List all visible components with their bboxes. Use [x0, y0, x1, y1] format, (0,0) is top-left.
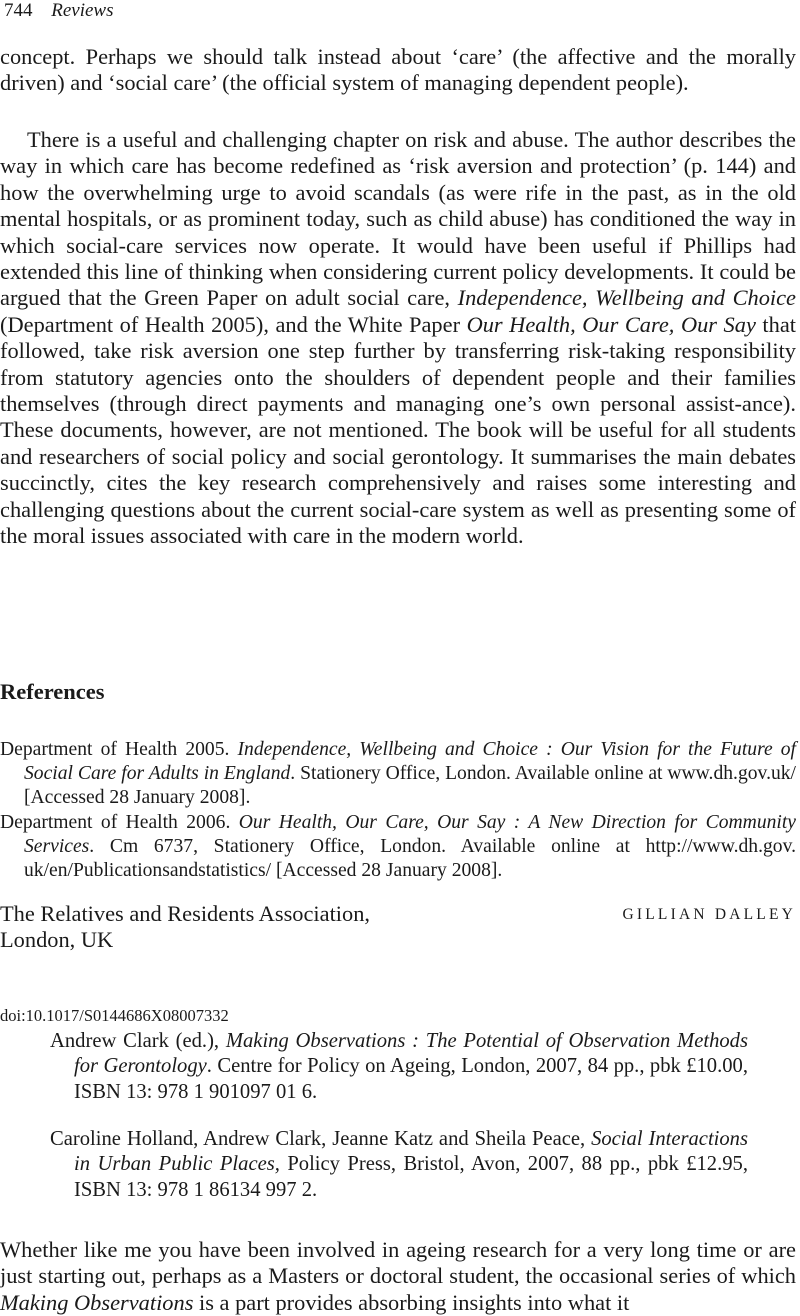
text-run: . Stationery Office, London. Available online at www.dh.gov.uk/ [Accessed 28 January 2008]. [24, 763, 797, 808]
text-run: concept. Perhaps we should talk instead about ‘care’ (the affective and the morally driven) and ‘social care’ (the official system of managing dependent people). [0, 44, 796, 96]
text-run: There is a useful and challenging chapter on risk and abuse. The author describes the way in which care has become redefined as ‘risk aversion and protection’ (p. 144) and how the overwhelming urge to avoid scandals (as were rife in the past, as in the old mental hospitals, or as prominent today, such as child abuse) has conditioned the way in which social-care services now operate. It would have been useful if Phillips had extended this line of thinking when considering current policy developments. It could be argued that the Green Paper on adult social care, [0, 127, 796, 311]
affiliation-line: The Relatives and Residents Association, [0, 901, 371, 926]
running-head [4, 0, 114, 22]
affiliation-line: London, UK [0, 927, 114, 953]
text-run: is a part provides absorbing insights into what it [193, 1289, 630, 1315]
italic-text-run: Making Observations : The Potential of Observation Methods for Gerontology [74, 1030, 748, 1078]
reviewer-name: GILLIAN DALLEY [622, 906, 796, 923]
italic-text-run: Independence, Wellbeing and Choice : Our Vision for the Future of Social Care for Adults in England [24, 739, 797, 784]
text-run: Policy Press, Bristol, Avon, 2007, 88 pp., pbk £12.95, ISBN 13: 978 1 86134 997 2. [74, 1153, 748, 1201]
text-run: Department of Health 2006. [0, 812, 239, 833]
text-run: (Department of Health 2005), and the White Paper [0, 311, 467, 337]
text-run: Whether like me you have been involved in ageing research for a very long time or are just starting out, perhaps as a Masters or doctoral student, the occasional series of which [0, 1237, 796, 1289]
italic-text-run: Social Interactions in Urban Public Places, [74, 1128, 748, 1176]
text-run: . Cm 6737, Stationery Office, London. Available online at http://www.dh.gov. uk/en/Publicationsandstatistics/ [Accessed 28 January 2008]. [24, 836, 796, 881]
reference-item [0, 811, 796, 883]
italic-text-run: Independence, Wellbeing and Choice [457, 285, 796, 311]
reviewed-book-entry [0, 1127, 748, 1203]
reference-item [0, 738, 796, 810]
text-run: Caroline Holland, Andrew Clark, Jeanne Katz and Sheila Peace, [50, 1128, 592, 1150]
page-number: 744 [4, 0, 33, 21]
running-title: Reviews [51, 0, 114, 21]
references-heading: References [0, 679, 105, 704]
italic-text-run: Making Observations [0, 1289, 194, 1315]
body-paragraph-1 [0, 44, 796, 97]
reviewer-affiliation [0, 901, 370, 954]
reviewed-book-entry [0, 1029, 748, 1105]
text-run: . Centre for Policy on Ageing, London, 2007, 84 pp., pbk £10.00, ISBN 13: 978 1 901097 01 6. [74, 1055, 748, 1103]
body-paragraph-2 [0, 127, 796, 550]
italic-text-run: Our Health, Our Care, Our Say : A New Direction for Community Services [24, 812, 796, 857]
doi-line: doi:10.1017/S0144686X08007332 [0, 1006, 229, 1025]
text-run: Department of Health 2005. [0, 739, 238, 760]
text-run: Andrew Clark (ed.), [50, 1030, 226, 1052]
text-run: that followed, take risk aversion one step further by transferring risk-taking responsibility from statutory agencies onto the shoulders of dependent people and their families themselves (through direct payments and managing one’s own personal assist-ance). These documents, however, are not mentioned. The book will be useful for all students and researchers of social policy and social gerontology. It summarises the main debates succinctly, cites the key research comprehensively and raises some interesting and challenging questions about the current social-care system as well as presenting some of the moral issues associated with care in the modern world. [0, 311, 796, 549]
body-paragraph-3 [0, 1237, 796, 1316]
italic-text-run: Our Health, Our Care, Our Say [466, 311, 756, 337]
